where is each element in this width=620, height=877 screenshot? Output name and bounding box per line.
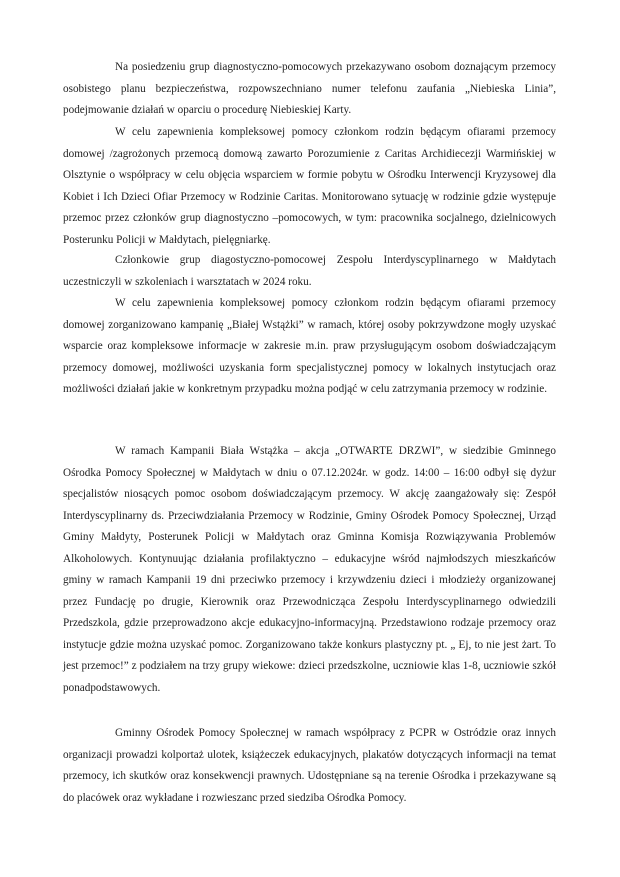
paragraph-text: W celu zapewnienia kompleksowej pomocy członkom rodzin będącym ofiarami przemocy domowej /zagrożonych przemocą domową zawarto Porozumienie z Caritas Archidiecezji Warmińskiej w Olsztynie o współpracy w celu objęcia wsparciem w formie pobytu w Ośrodku Interwencji Kryzysowej dla Kobiet i Ich Dzieci Ofiar Przemocy w Rodzinie Caritas. Monitorowano sytuację w rodzinie gdzie występuje przemoc przez członków grup diagnostyczno –pomocowych, w tym: pracownika socjalnego, dzielnicowych Posterunku Policji w Małdytach, pielęgniarkę. bbox=[63, 126, 556, 246]
paragraph-kolportaz-ulotek bbox=[63, 723, 556, 809]
paragraph-porozumienie-caritas bbox=[63, 122, 556, 251]
paragraph-szkolenia bbox=[63, 250, 556, 293]
paragraph-text: Członkowie grup diagostyczno-pomocowej Zespołu Interdyscyplinarnego w Małdytach uczestniczyli w szkoleniach i warsztatach w 2024 roku. bbox=[63, 254, 556, 288]
paragraph-text: Gminny Ośrodek Pomocy Społecznej w ramach współpracy z PCPR w Ostródzie oraz innych organizacji prowadzi kolportaż ulotek, książeczek edukacyjnych, plakatów dotyczących informacji na temat przemocy, ich skutków oraz konsekwencji prawnych. Udostępniane są na terenie Ośrodka i przekazywane są do placówek oraz wykładane i rozwieszanc przed siedziba Ośrodka Pomocy. bbox=[63, 727, 556, 804]
paragraph-text: W ramach Kampanii Biała Wstążka – akcja „OTWARTE DRZWI”, w siedzibie Gminnego Ośrodka Pomocy Społecznej w Małdytach w dniu o 07.12.2024r. w godz. 14:00 – 16:00 odbył się dyżur specjalistów niosących pomoc osobom doświadczającym przemocy. W akcję zaangażowały się: Zespół Interdyscyplinarny ds. Przeciwdziałania Przemocy w Rodzinie, Gminy Ośrodek Pomocy Społecznej, Urząd Gminy Małdyty, Posterunek Policji w Małdytach oraz Gminna Komisja Rozwiązywania Problemów Alkoholowych. Kontynuując działania profilaktyczno – edukacyjne wśród najmłodszych mieszkańców gminy w ramach Kampanii 19 dni przeciwko przemocy i krzywdzeniu dzieci i młodzieży organizowanej przez Fundację po drugie, Kierownik oraz Przewodnicząca Zespołu Interdyscyplinarnego odwiedzili Przedszkola, gdzie przeprowadzono akcje edukacyjno-informacyjną. Przedstawiono rodzaje przemocy oraz instytucje gdzie można uzyskać pomoc. Zorganizowano także konkurs plastyczny pt. „ Ej, to nie jest żart. To jest przemoc!” z podziałem na trzy grupy wiekowe: dzieci przedszkolne, uczniowie klas 1-8, uczniowie szkół ponadpodstawowych. bbox=[63, 445, 556, 694]
paragraph-plan-bezpieczenstwa bbox=[63, 57, 556, 122]
paragraph-kampania-bialej-wstazki bbox=[63, 293, 556, 401]
paragraph-otwarte-drzwi bbox=[63, 441, 556, 699]
paragraph-text: Na posiedzeniu grup diagnostyczno-pomocowych przekazywano osobom doznającym przemocy osobistego planu bezpieczeństwa, rozpowszechniano numer telefonu zaufania „Niebieska Linia”, podejmowanie działań w oparciu o procedurę Niebieskiej Karty. bbox=[63, 61, 556, 116]
paragraph-text: W celu zapewnienia kompleksowej pomocy członkom rodzin będącym ofiarami przemocy domowej zorganizowano kampanię „Białej Wstążki” w ramach, której osoby pokrzywdzone mogły uzyskać wsparcie oraz kompleksowe informacje w zakresie m.in. praw przysługującym osobom doświadczającym przemocy domowej, możliwości uzyskania form specjalistycznej pomocy w lokalnych instytucjach oraz możliwości działań jakie w konkretnym przypadku można podjąć w celu zatrzymania przemocy w rodzinie. bbox=[63, 297, 556, 395]
